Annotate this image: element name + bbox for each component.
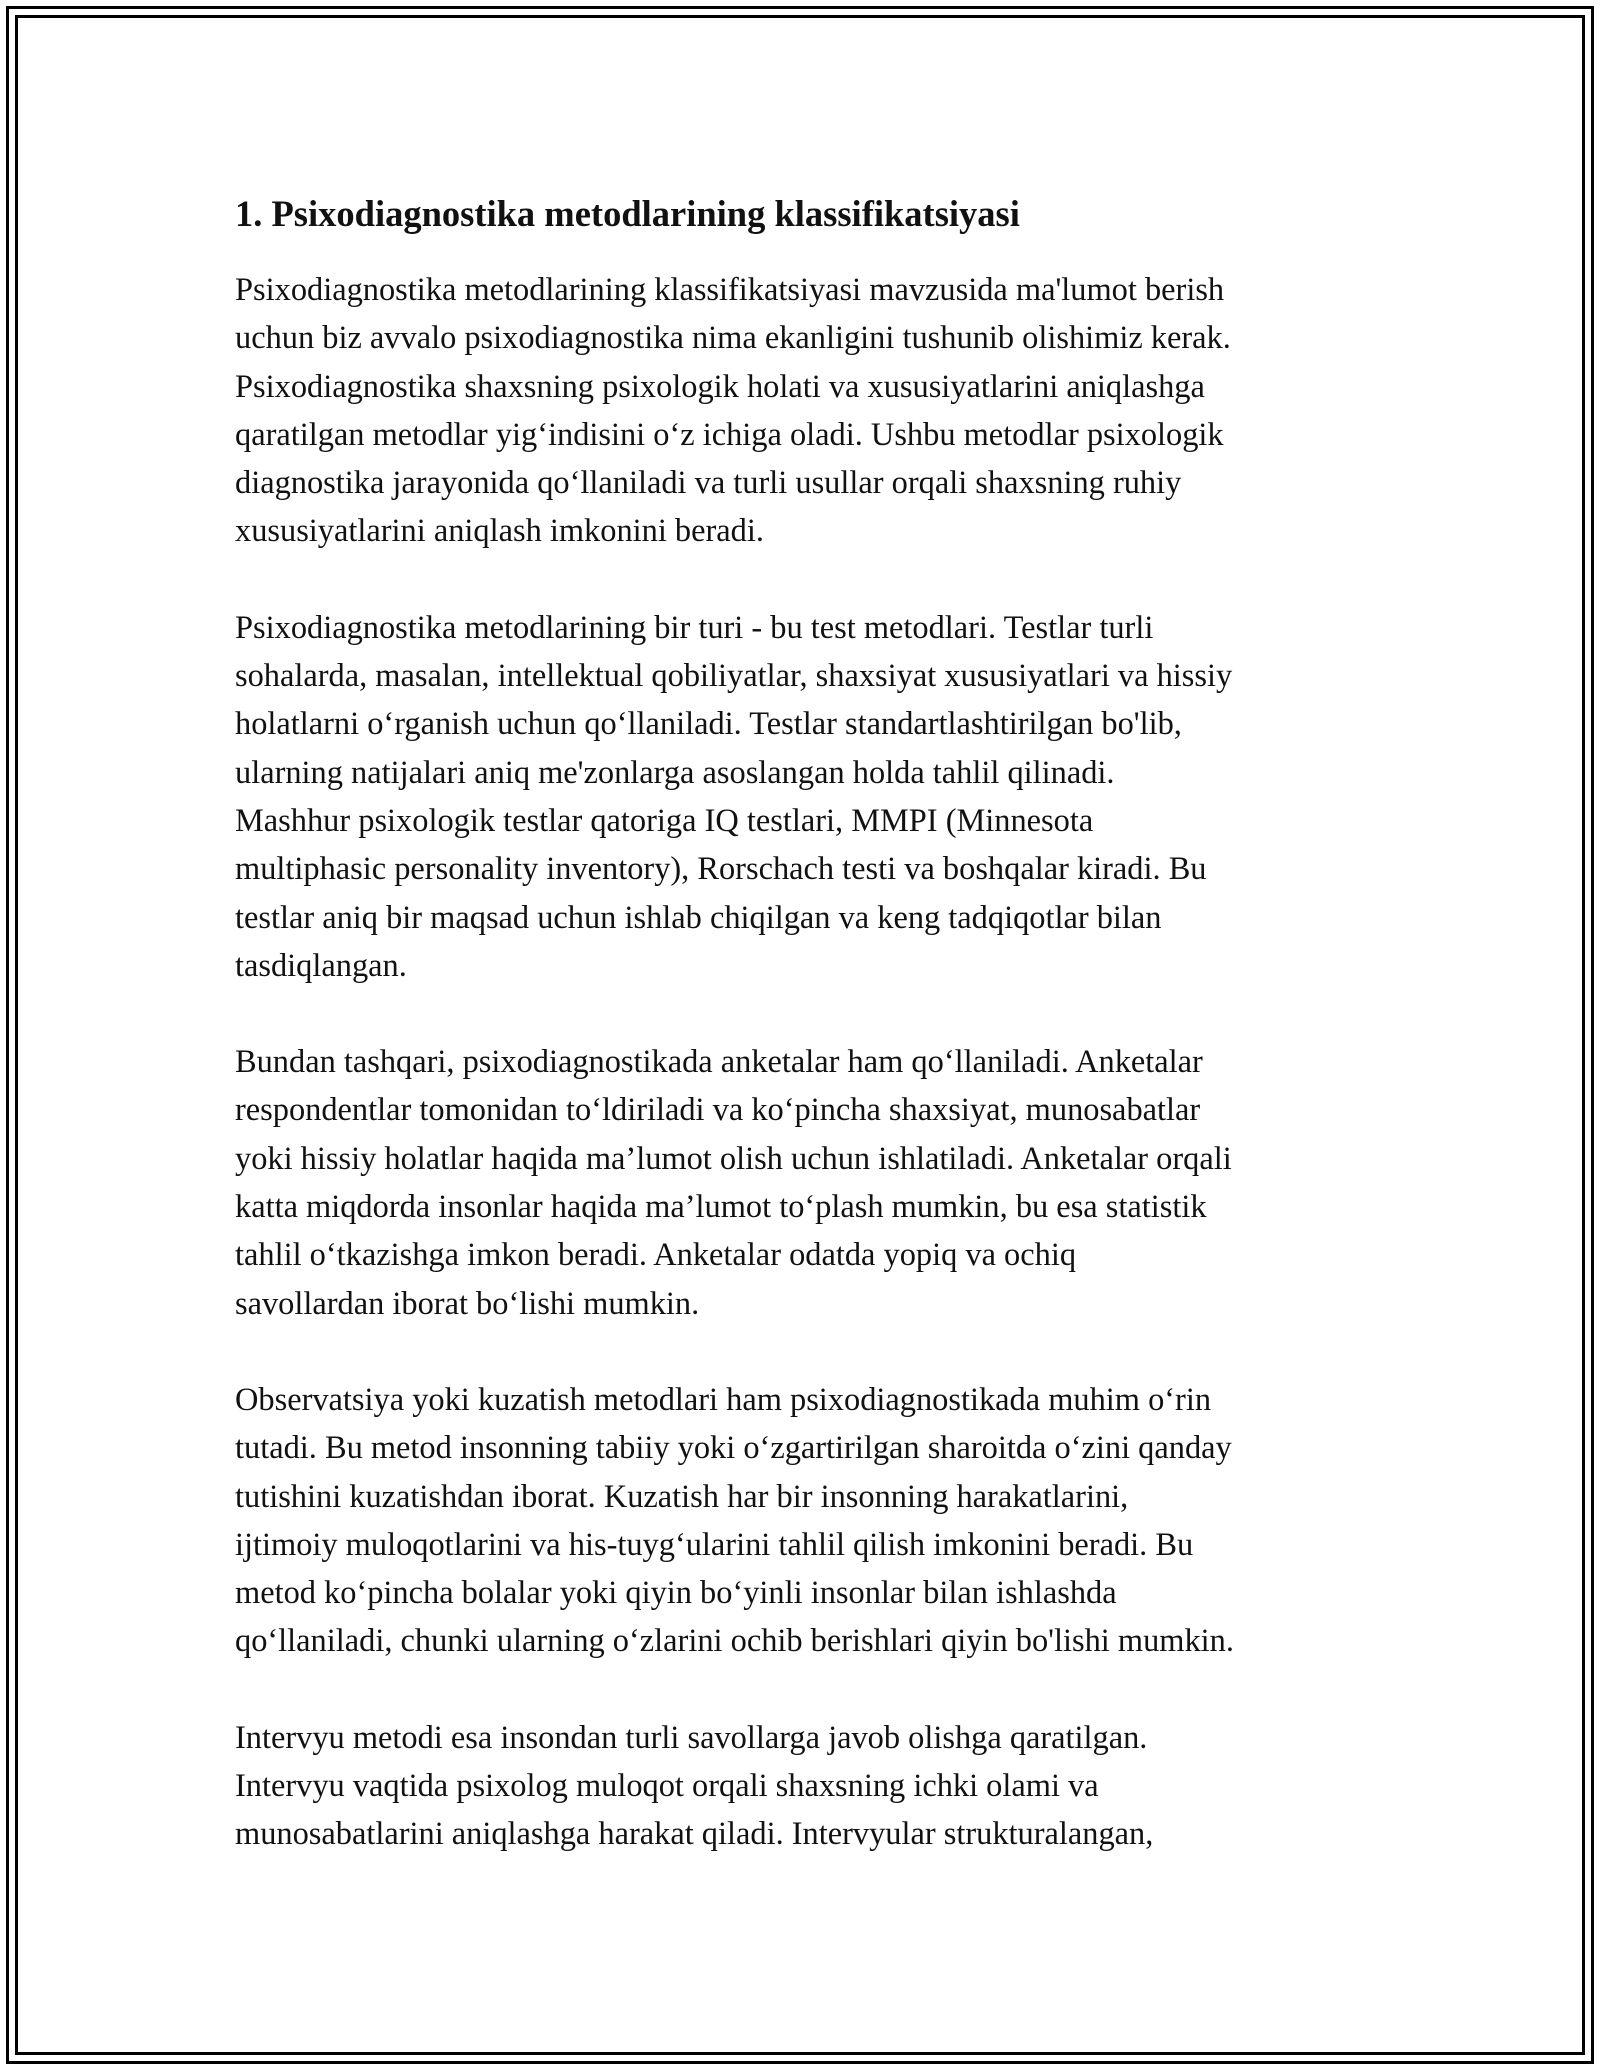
paragraph-test-methods: Psixodiagnostika metodlarining bir turi - bu test metodlari. Testlar turli sohalarda, masalan, intellektual qobiliyatlar, shaxsiyat xususiyatlari va hissiy holatlarni o‘rganish uchun qo‘llaniladi. Testlar standartlashtirilgan bo'lib, ularning natijalari aniq me'zonlarga asoslangan holda tahlil qilinadi. Mashhur psixologik testlar qatoriga IQ testlari, MMPI (Minnesota multiphasic personality inventory), Rorschach testi va boshqalar kiradi. Bu testlar aniq bir maqsad uchun ishlab chiqilgan va keng tadqiqotlar bilan tasdiqlangan.: [235, 609, 1233, 984]
paragraph-observation: Observatsiya yoki kuzatish metodlari ham psixodiagnostikada muhim o‘rin tutadi. Bu metod insonning tabiiy yoki o‘zgartirilgan sharoitda o‘zini qanday tutishini kuzatishdan iborat. Kuzatish har bir insonning harakatlarini, ijtimoiy muloqotlarini va his-tuyg‘ularini tahlil qilish imkonini beradi. Bu metod ko‘pincha bolalar yoki qiyin bo‘yinli insonlar bilan ishlashda qo‘llaniladi, chunki ularning o‘zlarini ochib berishlari qiyin bo'lishi mumkin.: [235, 1381, 1234, 1660]
paragraph-questionnaires: Bundan tashqari, psixodiagnostikada anketalar ham qo‘llaniladi. Anketalar respondentlar tomonidan to‘ldiriladi va ko‘pincha shaxsiyat, munosabatlar yoki hissiy holatlar haqida ma’lumot olish uchun ishlatiladi. Anketalar orqali katta miqdorda insonlar haqida ma’lumot to‘plash mumkin, bu esa statistik tahlil o‘tkazishga imkon beradi. Anketalar odatda yopiq va ochiq savollardan iborat bo‘lishi mumkin.: [235, 1044, 1232, 1322]
section-heading: 1. Psixodiagnostika metodlarining klassifikatsiyasi: [235, 193, 1020, 234]
document-body: [235, 184, 1395, 1907]
paragraph-intro: Psixodiagnostika metodlarining klassifikatsiyasi mavzusida ma'lumot berish uchun biz avvalo psixodiagnostika nima ekanligini tushunib olishimiz kerak. Psixodiagnostika shaxsning psixologik holati va xususiyatlarini aniqlashga qaratilgan metodlar yig‘indisini o‘z ichiga oladi. Ushbu metodlar psixologik diagnostika jarayonida qo‘llaniladi va turli usullar orqali shaxsning ruhiy xususiyatlarini aniqlash imkonini beradi.: [235, 272, 1231, 550]
paragraph-interview: Intervyu metodi esa insondan turli savollarga javob olishga qaratilgan. Intervyu vaqtida psixolog muloqot orqali shaxsning ichki olami va munosabatlarini aniqlashga harakat qiladi. Intervyular strukturalangan,: [235, 1719, 1154, 1853]
